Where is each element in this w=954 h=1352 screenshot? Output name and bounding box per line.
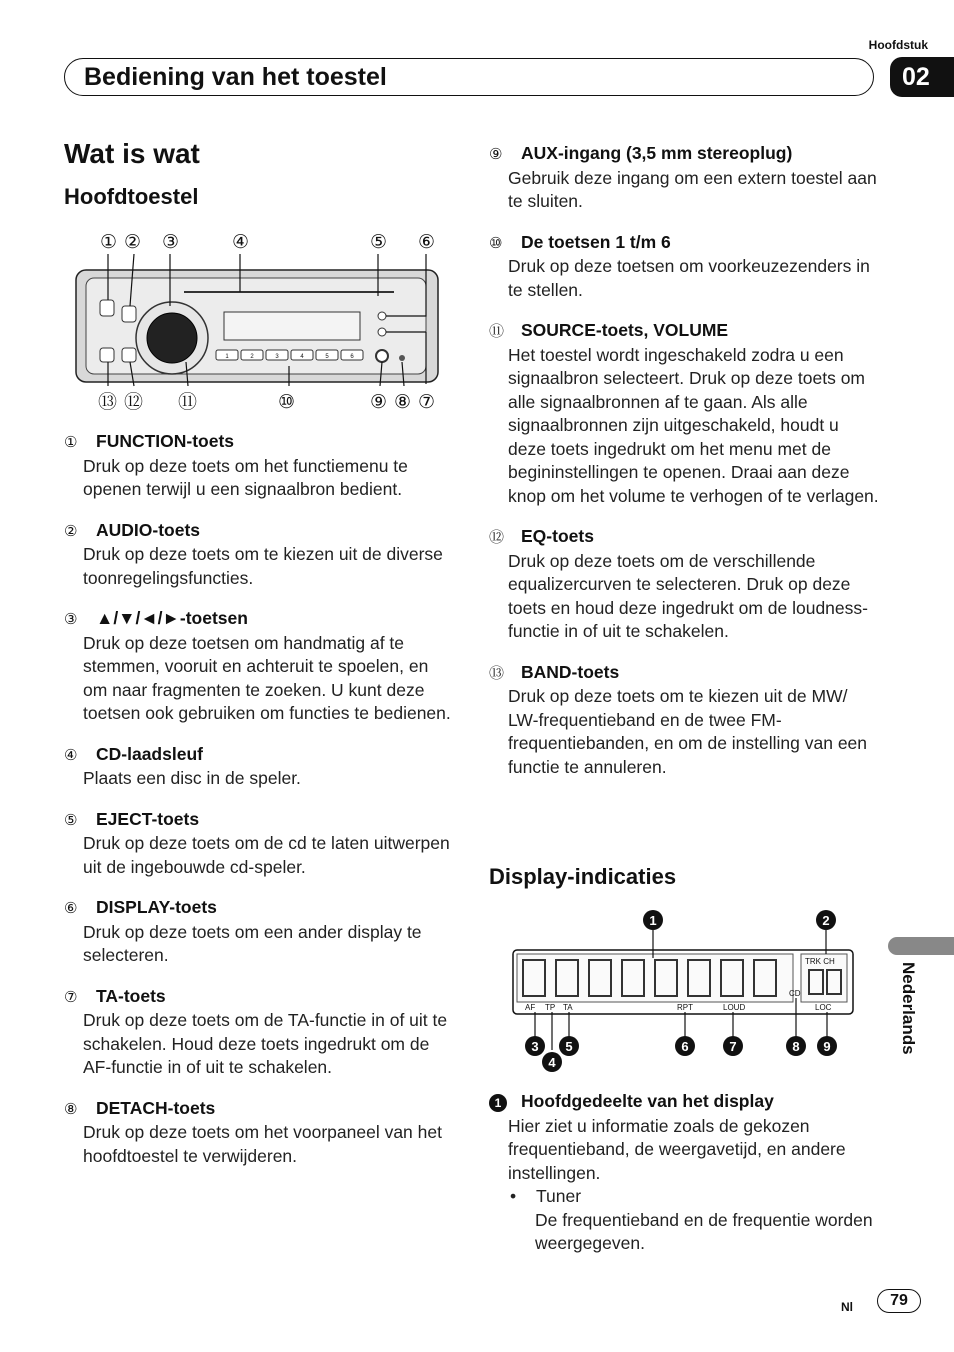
section-heading-main-unit: Hoofdtoestel [64, 184, 199, 209]
preset-key-label-2: 2 [250, 354, 254, 360]
item-title: EJECT-toets [96, 808, 200, 829]
lcd-cd-label: CD [789, 989, 801, 998]
item-title: TA-toets [96, 985, 166, 1006]
item-number: ⑧ [64, 1100, 78, 1118]
item-description: Druk op deze toets om de verschillende equalizercurven te selecteren. Druk op deze toets en houd deze ingedrukt om de loudness-functie in of uit te schakelen. [508, 550, 868, 641]
item-title: AUDIO-toets [96, 519, 201, 540]
item-title: AUX-ingang (3,5 mm stereoplug) [521, 143, 793, 163]
list-item [64, 430, 456, 502]
item-number: ⑥ [64, 900, 78, 917]
lcd-rpt-label: RPT [677, 1003, 693, 1012]
item-number: ② [64, 522, 78, 540]
bullet-mark: • [510, 1186, 517, 1206]
preset-key-label-4: 4 [300, 354, 304, 360]
item-title: Hoofdgedeelte van het display [521, 1091, 774, 1111]
list-item [64, 743, 456, 791]
item-title: CD-laadsleuf [96, 743, 203, 764]
display-item-section [489, 1090, 879, 1273]
display-callout-3: 3 [531, 1039, 539, 1054]
callout-6: ⑥ [418, 232, 436, 253]
list-item [489, 525, 879, 644]
list-item [489, 319, 879, 508]
lcd-trk-ch-label: TRK CH [805, 957, 835, 966]
list-item [64, 985, 456, 1080]
left-column [64, 430, 456, 1185]
lcd-tp-label: TP [545, 1003, 556, 1012]
section-heading-display: Display-indicaties [489, 864, 677, 889]
item-description: Druk op deze toets om een ander display te selecteren. [83, 921, 422, 965]
lcd-af-label: AF [525, 1003, 536, 1012]
list-item [489, 1090, 879, 1256]
callout-13: ⑬ [98, 392, 118, 413]
item-title: FUNCTION-toets [96, 431, 235, 451]
display-callout-7: 7 [729, 1039, 737, 1054]
chapter-label: Hoofdstuk [868, 38, 928, 52]
item-number: ④ [64, 746, 78, 764]
list-item [489, 231, 879, 303]
callout-9: ⑨ [370, 392, 388, 413]
preset-key-label-1: 1 [225, 354, 229, 360]
audio-button[interactable] [122, 306, 136, 322]
item-description: Druk op deze toets om de cd te laten uitwerpen uit de ingebouwde cd-speler. [83, 833, 450, 877]
item-description: Druk op deze toetsen om handmatig af te stemmen, vooruit en achteruit te spoelen, en om naar fragmenten te zoeken. U kunt deze toetsen ook gebruiken om functies te bedienen. [83, 632, 451, 723]
preset-key-label-6: 6 [350, 354, 354, 360]
callout-12: ⑫ [124, 392, 144, 413]
aux-input[interactable] [376, 350, 388, 362]
preset-key-label-3: 3 [275, 354, 279, 360]
display-callout-1: 1 [649, 913, 657, 928]
list-item [64, 808, 456, 880]
item-number: ⑫ [489, 529, 505, 546]
callout-4: ④ [232, 232, 250, 253]
display-callout-6: 6 [681, 1039, 689, 1054]
display-callout-8: 8 [792, 1039, 800, 1054]
language-side-label: Nederlands [899, 962, 918, 1055]
item-description: Druk op deze toets om het voorpaneel van het hoofdtoestel te verwijderen. [83, 1122, 442, 1166]
eq-button[interactable] [122, 348, 136, 362]
callout-5: ⑤ [370, 232, 388, 253]
callout-8: ⑧ [394, 392, 412, 413]
item-number: ⑨ [489, 146, 503, 163]
preset-key-label-5: 5 [325, 354, 329, 360]
page-title: Wat is wat [64, 138, 200, 169]
item-description: Plaats een disc in de speler. [83, 768, 301, 788]
display-button[interactable] [378, 312, 386, 320]
item-title: De toetsen 1 t/m 6 [521, 231, 671, 252]
right-column [489, 142, 879, 796]
callout-1: ① [100, 232, 118, 253]
list-item [64, 896, 456, 968]
display-callout-5: 5 [565, 1039, 573, 1054]
display-callout-9: 9 [823, 1039, 831, 1054]
page-section-title: Bediening van het toestel [84, 63, 387, 91]
item-number: ⑤ [64, 811, 78, 829]
lcd-loud-label: LOUD [723, 1003, 746, 1012]
callout-2: ② [124, 232, 142, 253]
display-callout-4: 4 [548, 1055, 556, 1070]
item-description: Druk op deze toets om te kiezen uit de diverse toonregelingsfuncties. [83, 544, 443, 588]
item-number: ⑩ [489, 234, 503, 252]
item-title: ▲/▼/◄/►-toetsen [96, 608, 248, 628]
head-unit-diagram [64, 226, 454, 416]
item-description: Druk op deze toets om te kiezen uit de MW/ LW-frequentieband en de twee FM-frequentiebanden, en om de instelling van een functie te annuleren. [508, 686, 868, 777]
list-item [489, 142, 879, 214]
item-description: Hier ziet u informatie zoals de gekozen frequentieband, de weergavetijd, en andere instellingen. [508, 1115, 846, 1183]
item-description: Druk op deze toetsen om voorkeuzezenders in te stellen. [508, 256, 870, 300]
lcd-ta-label: TA [563, 1003, 573, 1012]
lcd-loc-label: LOC [815, 1003, 832, 1012]
item-description: Druk op deze toets om het functiemenu te openen terwijl u een signaalbron bedient. [83, 455, 408, 499]
page-number: 79 [877, 1289, 921, 1313]
item-description: Druk op deze toets om de TA-functie in of uit te schakelen. Houd deze toets ingedrukt om de AF-functie in of uit te schakelen. [83, 1010, 448, 1077]
callout-11: ⑪ [178, 392, 198, 413]
item-number: ⑪ [489, 323, 505, 340]
list-item [64, 519, 456, 591]
display-callout-2: 2 [822, 913, 830, 928]
unit-display [224, 312, 360, 340]
footer-language: Nl [841, 1300, 853, 1314]
item-title: BAND-toets [521, 661, 620, 682]
callout-3: ③ [162, 232, 180, 253]
bullet-title: Tuner [536, 1186, 582, 1206]
band-button[interactable] [100, 348, 114, 362]
item-number: ⑬ [489, 664, 505, 682]
detach-button[interactable] [399, 355, 405, 361]
item-description: Gebruik deze ingang om een extern toestel aan te sluiten. [508, 167, 877, 211]
item-description: Het toestel wordt ingeschakeld zodra u een signaalbron selecteert. Druk op deze toets om alle signaalbronnen af te gaan. Als alle signaalbronnen zijn uitgeschakeld, houdt u deze toets ingedrukt om het menu met de begininstellingen te openen. Draai aan deze knop om het volume te verhogen of te verlagen. [508, 344, 879, 506]
function-button[interactable] [100, 300, 114, 316]
callout-7: ⑦ [418, 392, 436, 413]
side-tab-marker [888, 937, 954, 955]
bullet-description: De frequentieband en de frequentie worden weergegeven. [535, 1209, 873, 1253]
list-item [64, 607, 456, 726]
item-title: SOURCE-toets, VOLUME [521, 320, 729, 340]
item-number: ⑦ [64, 988, 78, 1006]
item-title: DISPLAY-toets [96, 897, 217, 917]
item-number-marker: 1 [489, 1094, 507, 1112]
item-number: ① [64, 434, 78, 451]
item-title: DETACH-toets [96, 1097, 216, 1118]
callout-10: ⑩ [278, 392, 296, 413]
ta-button[interactable] [378, 328, 386, 336]
list-item [64, 1097, 456, 1169]
list-item [489, 661, 879, 780]
item-title: EQ-toets [521, 526, 594, 546]
item-number: ③ [64, 611, 78, 628]
source-volume-knob[interactable] [147, 313, 197, 363]
display-indicators-diagram [505, 902, 855, 1074]
chapter-number-badge: 02 [890, 57, 954, 97]
